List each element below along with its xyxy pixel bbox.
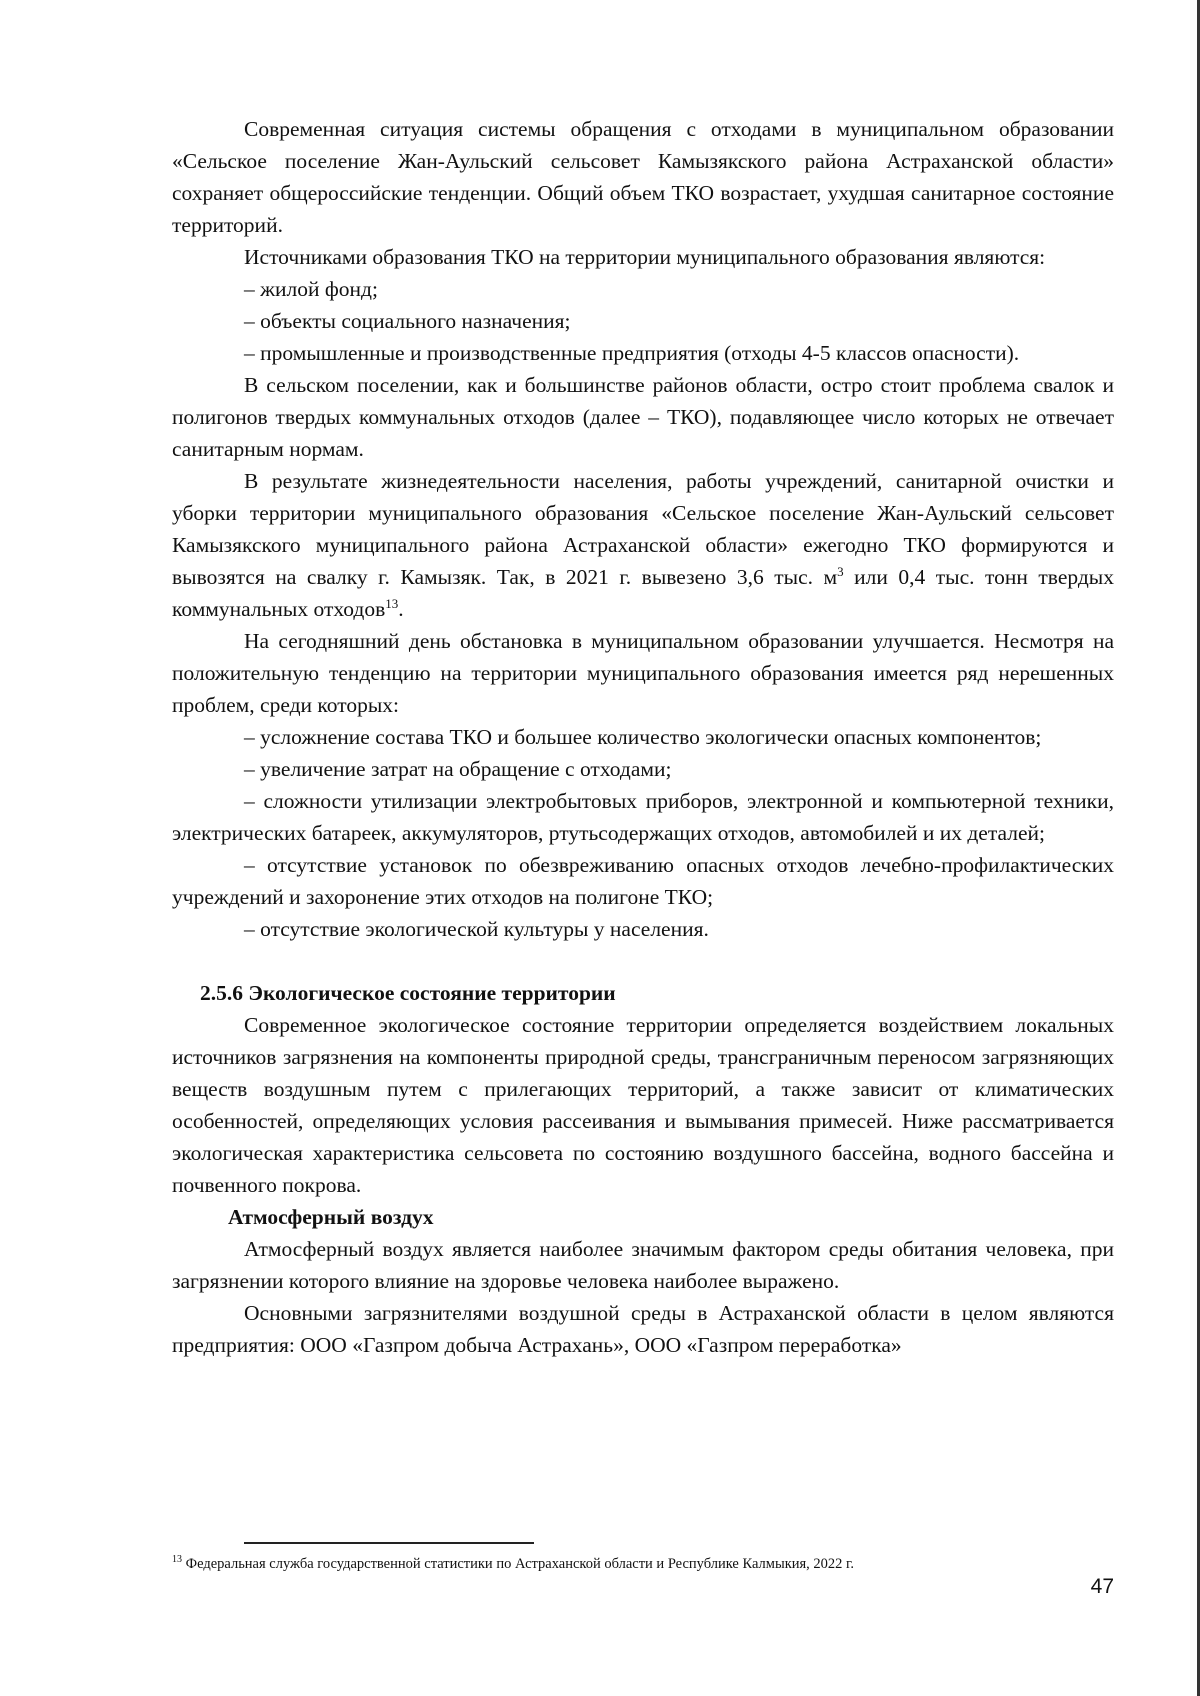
- page-body: [172, 113, 1114, 1361]
- paragraph-waste-sources-intro: Источниками образования ТКО на территории муниципального образования являются:: [244, 245, 1046, 269]
- list-item-medical-waste: – отсутствие установок по обезвреживанию опасных отходов лечебно-профилактических учреждений и захоронение этих отходов на полигоне ТКО;: [172, 853, 1114, 909]
- footnote-number: 13: [172, 1554, 182, 1566]
- list-item-costs: – увеличение затрат на обращение с отходами;: [244, 757, 672, 781]
- list-item-industrial-enterprises: – промышленные и производственные предприятия (отходы 4-5 классов опасности).: [244, 341, 1020, 365]
- paragraph-main-polluters: Основными загрязнителями воздушной среды в Астраханской области в целом являются предприятия: ООО «Газпром добыча Астрахань», ООО «Газпром переработка»: [172, 1301, 1114, 1357]
- waste-volume-text-cont: или 0,4 тыс. тонн твердых коммунальных отходов: [172, 565, 1114, 621]
- list-item-ecological-culture: – отсутствие экологической культуры у населения.: [244, 917, 709, 941]
- paragraph-waste-situation: Современная ситуация системы обращения с отходами в муниципальном образовании «Сельское поселение Жан-Аульский сельсовет Камызякского района Астраханской области» сохраняет общероссийские тенденции. Общий объем ТКО возрастает, ухудшая санитарное состояние территорий.: [172, 117, 1114, 237]
- section-heading: 2.5.6 Экологическое состояние территории: [200, 981, 616, 1005]
- subheading-atmospheric-air: Атмосферный воздух: [228, 1205, 434, 1229]
- waste-volume-text-end: .: [398, 597, 404, 621]
- footnote-reference[interactable]: 13: [385, 595, 399, 611]
- paragraph-air-importance: Атмосферный воздух является наиболее значимым фактором среды обитания человека, при загрязнении которого влияние на здоровье человека наиболее выражено.: [172, 1237, 1114, 1293]
- waste-volume-text: В результате жизнедеятельности населения, работы учреждений, санитарной очистки и уборки территории муниципального образования «Сельское поселение Жан-Аульский сельсовет Камызякского муниципального района Астраханской области» ежегодно ТКО формируются и вывозятся на свалку г. Камызяк. Так, в 2021 г. вывезено 3,6 тыс. м: [172, 469, 1114, 589]
- list-item-social-facilities: – объекты социального назначения;: [244, 309, 571, 333]
- paragraph-ecological-state: Современное экологическое состояние территории определяется воздействием локальных источников загрязнения на компоненты природной среды, трансграничным переносом загрязняющих веществ воздушным путем с прилегающих территорий, а также зависит от климатических особенностей, определяющих условия рассеивания и вымывания примесей. Ниже рассматривается экологическая характеристика сельсовета по состоянию воздушного бассейна, водного бассейна и почвенного покрова.: [172, 1013, 1114, 1197]
- paragraph-waste-volume: [172, 465, 1114, 625]
- list-item-waste-composition: – усложнение состава ТКО и большее количество экологически опасных компонентов;: [244, 725, 1042, 749]
- footnote-separator: [244, 1542, 534, 1544]
- footnote-text: Федеральная служба государственной статистики по Астраханской области и Республике Калмыкия, 2022 г.: [182, 1556, 854, 1572]
- cubic-superscript: 3: [837, 563, 844, 579]
- page-number: 47: [1090, 1575, 1114, 1598]
- paragraph-landfill-problem: В сельском поселении, как и большинстве районов области, остро стоит проблема свалок и полигонов твердых коммунальных отходов (далее – ТКО), подавляющее число которых не отвечает санитарным нормам.: [172, 373, 1114, 461]
- paragraph-current-situation: На сегодняшний день обстановка в муниципальном образовании улучшается. Несмотря на положительную тенденцию на территории муниципального образования имеется ряд нерешенных проблем, среди которых:: [172, 629, 1114, 717]
- list-item-electronics-disposal: – сложности утилизации электробытовых приборов, электронной и компьютерной техники, электрических батареек, аккумуляторов, ртутьсодержащих отходов, автомобилей и их деталей;: [172, 789, 1114, 845]
- footnote: [172, 1554, 1114, 1574]
- list-item-housing: – жилой фонд;: [244, 277, 378, 301]
